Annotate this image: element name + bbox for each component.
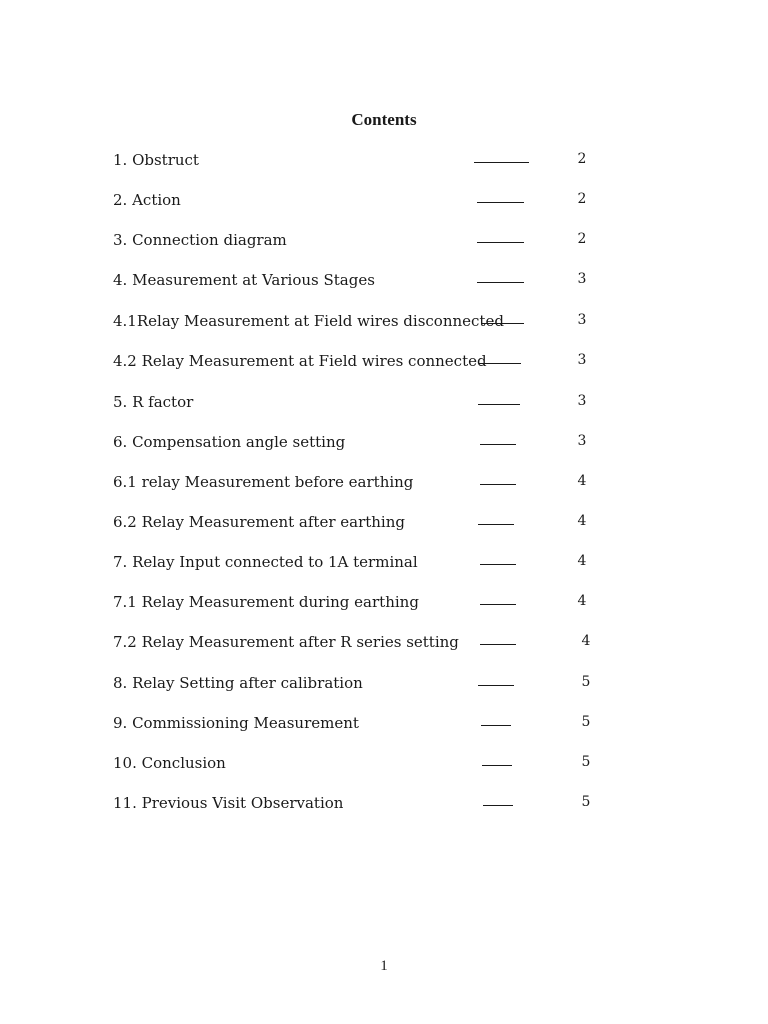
toc-entry-label: 7.1 Relay Measurement during earthing [113,593,419,611]
toc-entry-leader [480,484,516,485]
toc-entry [0,754,768,776]
toc-entry-label: 8. Relay Setting after calibration [113,674,363,692]
toc-entry-label: 7.2 Relay Measurement after R series setting [113,633,459,651]
toc-entry [0,191,768,213]
toc-entry-leader [479,363,521,364]
toc-entry-page: 2 [577,151,587,167]
toc-entry-page: 2 [577,231,587,247]
toc-entry-leader [478,685,514,686]
toc-entry-label: 9. Commissioning Measurement [113,714,359,732]
toc-entry-page: 5 [581,714,591,730]
toc-entry-page: 4 [581,633,591,649]
toc-entry-label: 6.2 Relay Measurement after earthing [113,513,405,531]
toc-entry-page: 4 [577,593,587,609]
toc-entry [0,151,768,173]
toc-entry-label: 4.1Relay Measurement at Field wires disconnected [113,312,504,330]
toc-entry-page: 3 [577,433,587,449]
toc-entry [0,714,768,736]
toc-entry-label: 5. R factor [113,393,194,411]
toc-entry [0,433,768,455]
toc-entry [0,553,768,575]
toc-entry [0,352,768,374]
toc-entry-page: 4 [577,553,587,569]
toc-entry [0,231,768,253]
toc-entry-label: 4. Measurement at Various Stages [113,271,375,289]
toc-entry [0,633,768,655]
toc-entry [0,271,768,293]
toc-entry-leader [480,644,516,645]
toc-entry-page: 5 [581,754,591,770]
toc-entry-leader [481,323,524,324]
toc-entry [0,674,768,696]
toc-entry [0,593,768,615]
toc-entry-leader [477,282,524,283]
toc-entry-label: 7. Relay Input connected to 1A terminal [113,553,418,571]
toc-entry-leader [477,202,524,203]
toc-entry-label: 2. Action [113,191,181,209]
toc-entry-leader [480,564,516,565]
footer-page-number: 1 [380,958,388,974]
toc-entry-page: 4 [577,473,587,489]
toc-entry-label: 6.1 relay Measurement before earthing [113,473,414,491]
toc-entry [0,312,768,334]
toc-entry-label: 3. Connection diagram [113,231,287,249]
toc-entry-leader [482,765,512,766]
toc-entry-page: 2 [577,191,587,207]
toc-entry-page: 4 [577,513,587,529]
toc-entry [0,794,768,816]
toc-entry-page: 5 [581,794,591,810]
toc-entry [0,393,768,415]
toc-entry-label: 1. Obstruct [113,151,199,169]
contents-title: Contents [351,110,417,129]
toc-entry-page: 5 [581,674,591,690]
toc-entry [0,473,768,495]
toc-entry-leader [478,404,520,405]
toc-entry-page: 3 [577,352,587,368]
toc-entry-label: 11. Previous Visit Observation [113,794,344,812]
toc-entry-page: 3 [577,393,587,409]
toc-entry-leader [480,604,516,605]
toc-entry [0,513,768,535]
toc-entry-label: 10. Conclusion [113,754,226,772]
toc-entry-leader [480,444,516,445]
toc-entry-leader [474,162,529,163]
toc-entry-page: 3 [577,271,587,287]
toc-entry-leader [481,725,511,726]
toc-entry-leader [477,242,524,243]
toc-entry-page: 3 [577,312,587,328]
toc-entry-leader [483,805,513,806]
toc-entry-leader [478,524,514,525]
toc-entry-label: 6. Compensation angle setting [113,433,346,451]
toc-entry-label: 4.2 Relay Measurement at Field wires connected [113,352,487,370]
